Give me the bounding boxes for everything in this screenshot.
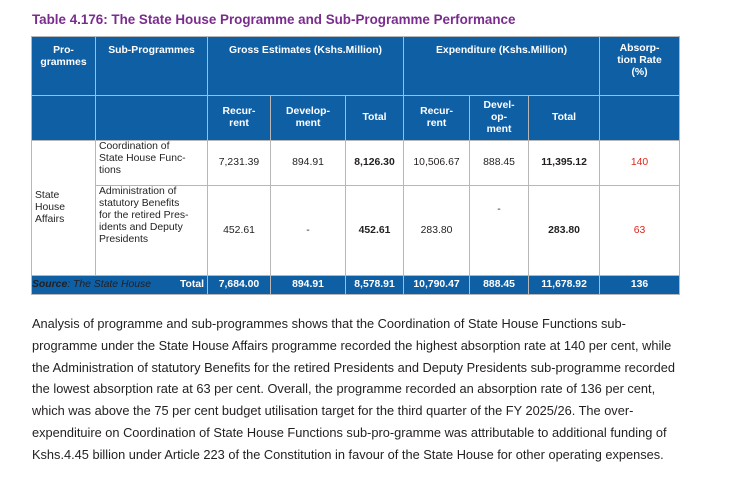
total-label: Total — [32, 276, 208, 295]
header-blank-sub-programmes — [96, 96, 208, 141]
total-ex-recurrent: 10,790.47 — [404, 276, 470, 295]
source-label: Source — [32, 279, 68, 290]
ex-development-cell: - — [470, 186, 529, 276]
absorption-cell: 63 — [600, 186, 680, 276]
header-blank-absorption — [600, 96, 680, 141]
sub-programme-cell: Administration of statutory Benefits for the retired Pres- idents and Deputy Presidents — [96, 186, 208, 276]
table-title: Table 4.176: The State House Programme and Sub-Programme Performance — [32, 12, 516, 27]
header-ge-development: Develop- ment — [271, 96, 346, 141]
source-text: : The State House — [67, 279, 151, 290]
header-expenditure: Expenditure (Kshs.Million) — [404, 37, 600, 96]
total-ge-development: 894.91 — [271, 276, 346, 295]
ge-total-cell: 8,126.30 — [346, 141, 404, 186]
ge-development-cell: 894.91 — [271, 141, 346, 186]
total-ge-recurrent: 7,684.00 — [208, 276, 271, 295]
ex-total-cell: 283.80 — [529, 186, 600, 276]
programme-cell: State House Affairs — [32, 141, 96, 276]
ex-total-cell: 11,395.12 — [529, 141, 600, 186]
header-programmes: Pro- grammes — [32, 37, 96, 96]
performance-table — [31, 36, 680, 295]
sub-programme-cell: Coordination of State House Func- tions — [96, 141, 208, 186]
header-gross-estimates: Gross Estimates (Kshs.Million) — [208, 37, 404, 96]
header-ex-recurrent: Recur- rent — [404, 96, 470, 141]
absorption-cell: 140 — [600, 141, 680, 186]
header-blank-programmes — [32, 96, 96, 141]
ge-total-cell: 452.61 — [346, 186, 404, 276]
ge-development-cell: - — [271, 186, 346, 276]
analysis-paragraph — [32, 313, 682, 466]
table-row — [32, 141, 680, 186]
total-absorption: 136 — [600, 276, 680, 295]
ge-recurrent-cell: 452.61 — [208, 186, 271, 276]
total-ge-total: 8,578.91 — [346, 276, 404, 295]
header-sub-programmes: Sub-Programmes — [96, 37, 208, 96]
ex-recurrent-cell: 10,506.67 — [404, 141, 470, 186]
ex-development-cell: 888.45 — [470, 141, 529, 186]
header-ex-development: Devel- op- ment — [470, 96, 529, 141]
source-note — [32, 279, 151, 290]
header-absorption-rate: Absorp- tion Rate (%) — [600, 37, 680, 96]
header-ex-total: Total — [529, 96, 600, 141]
total-ex-total: 11,678.92 — [529, 276, 600, 295]
ex-recurrent-cell: 283.80 — [404, 186, 470, 276]
header-ge-total: Total — [346, 96, 404, 141]
total-ex-development: 888.45 — [470, 276, 529, 295]
analysis-text: Analysis of programme and sub-programmes shows that the Coordination of State House Functions sub-programme under the State House Affairs programme recorded the highest absorption rate at 140 per cent, while the Administration of statutory Benefits for the retired Presidents and Deputy Presidents sub-programme recorded the lowest absorption rate at 63 per cent. Overall, the programme recorded an absorption rate of 136 per cent, which was above the 75 per cent budget utilisation target for the third quarter of the FY 2025/26. The over-expendituire on Coordination of State House Functions sub-pro-gramme was attributable to additional funding of Kshs.4.45 billion under Article 223 of the Constitution in favour of the State House for other operating expenses. — [32, 316, 676, 462]
header-ge-recurrent: Recur- rent — [208, 96, 271, 141]
table-row — [32, 186, 680, 276]
ge-recurrent-cell: 7,231.39 — [208, 141, 271, 186]
